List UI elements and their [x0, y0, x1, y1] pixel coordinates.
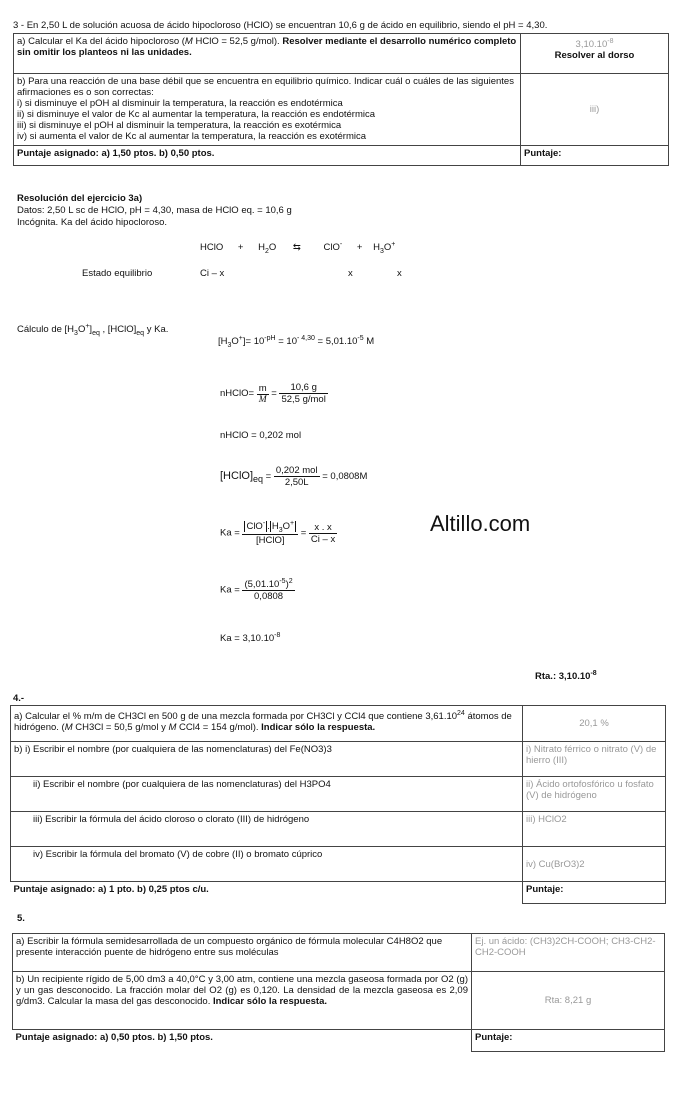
- calc-part: 3: [74, 330, 78, 338]
- eq-conc: $[HClO]_{eq}$ = $\frac{\text{0,202 mol}}{2,50L}$ = 0,0808M: [220, 465, 368, 488]
- q3-a-cell: [14, 34, 521, 74]
- calc-part: eq: [136, 330, 145, 338]
- q4-row-answer: ii) Ácido ortofosfórico u fosfato (V) de hidrógeno: [523, 777, 666, 812]
- eq-part: Ka =: [220, 584, 240, 596]
- eq-part: +: [238, 335, 243, 342]
- reaction-sup: -: [339, 241, 343, 248]
- reaction-term: HClO: [200, 242, 224, 254]
- bracket: [244, 521, 267, 532]
- fraction-num: [242, 578, 294, 591]
- reaction-equation: [200, 241, 395, 255]
- q4-a-text4: CCl4 = 154 g/mol).: [176, 722, 262, 734]
- q3-a-text2: HClO = 52,5 g/mol).: [192, 36, 283, 47]
- eq-part: -5: [279, 578, 286, 585]
- eq-part: -5: [357, 335, 364, 342]
- fraction-den: Ci – x: [310, 533, 336, 545]
- resolution-datos: Datos: 2,50 L sc de HClO, pH = 4,30, masa de HClO eq. = 10,6 g: [17, 205, 292, 216]
- fraction: [242, 520, 298, 546]
- eq-part: ]= 10: [242, 336, 265, 348]
- q4-row-question: b) i) Escribir el nombre (por cualquiera de las nomenclaturas) del Fe(NO3)3: [11, 742, 523, 777]
- state-value: Ci – x: [200, 268, 225, 279]
- q4-a-text2: átomos de hidrógeno. (: [14, 711, 512, 734]
- q3-a-answer-note: Resolver al dorso: [554, 50, 635, 62]
- q5-b-text: b) Un recipiente rígido de 5,00 dm3 a 40,0°C y 3,00 atm, contiene una mezcla gaseosa formada por O2 (g) y un gas desconocido. La fracción molar del O2 (g) es 0,120. La densidad de la mezcla gaseosa es 2,09 g/dm3. Calcular la masa del gas desconocido.: [16, 974, 468, 1007]
- eq-part: ): [285, 579, 289, 591]
- fraction-den: 0,0808: [254, 591, 284, 603]
- fraction-den: M: [258, 394, 267, 405]
- eq-part: 3: [278, 527, 283, 535]
- bracket: [270, 520, 296, 535]
- eq-part: -: [262, 520, 266, 527]
- q5-b-answer: Rta: 8,21 g: [472, 972, 665, 1030]
- reaction-term: [258, 242, 277, 256]
- eq-ka-values: [220, 578, 295, 602]
- eq-h3o: [218, 335, 374, 349]
- equilibrium-arrow-icon: ⇆: [292, 242, 301, 254]
- eq-part: 3: [227, 342, 232, 350]
- reaction-sub: 3: [379, 248, 384, 256]
- reaction-sup: +: [391, 241, 396, 248]
- state-label: Estado equilibrio: [82, 268, 153, 279]
- q4-points: Puntaje asignado: a) 1 pto. b) 0,25 ptos c/u.: [11, 882, 523, 904]
- eq-part: nHClO=: [220, 388, 255, 400]
- eq-ka-result: [220, 632, 280, 644]
- eq-part: Ka =: [220, 527, 240, 539]
- q3-a-bold: Resolver mediante el desarrollo numérico completo sin omitir los planteos ni las unidades.: [17, 36, 517, 58]
- q3-table: [13, 33, 669, 166]
- eq-nhclo: [220, 382, 328, 405]
- q4-table: [10, 705, 666, 904]
- fraction: [309, 522, 337, 545]
- state-value: x: [348, 268, 353, 279]
- reaction-sub: 2: [264, 248, 269, 256]
- eq-part: eq: [253, 473, 264, 484]
- q3-a-M: M: [184, 36, 193, 47]
- eq-part: [H: [218, 336, 228, 348]
- eq-nhclo-result: nHClO = 0,202 mol: [220, 430, 302, 441]
- eq-part: .: [267, 521, 270, 533]
- q5-table: [12, 933, 665, 1052]
- q4-a-text3: CH3Cl = 50,5 g/mol y: [72, 722, 169, 734]
- q4-a-M: M: [168, 722, 177, 734]
- fraction-num: m: [258, 382, 267, 394]
- q3-b-line: iii) si disminuye el pOH al disminuir la temperatura, la reacción es exotérmica: [17, 120, 342, 131]
- fraction: [274, 465, 320, 488]
- fraction-num: [242, 520, 298, 535]
- eq-part: M: [363, 336, 375, 348]
- q3-a-answer-exp: -8: [607, 38, 614, 45]
- eq-part: ClO: [246, 521, 263, 533]
- q3-a-text: a) Calcular el Ka del ácido hipocloroso (: [17, 36, 185, 47]
- q3-b-answer: iii): [521, 74, 669, 146]
- q4-a-bold: Indicar sólo la respuesta.: [261, 722, 376, 734]
- q3-score-label: Puntaje:: [521, 146, 669, 166]
- eq-part: [HClO]: [220, 470, 253, 483]
- resolution-title: Resolución del ejercicio 3a): [17, 193, 143, 204]
- eq-part: O: [282, 521, 290, 533]
- fraction-den: 52,5 g/mol: [281, 394, 326, 405]
- q3-a-answer-cell: [521, 34, 669, 74]
- q4-number: 4.-: [13, 693, 25, 704]
- reaction-o: O: [268, 242, 277, 254]
- q3-header: 3 - En 2,50 L de solución acuosa de ácido hipocloroso (HClO) se encuentran 10,6 g de ácido en equilibrio, siendo el pH = 4,30.: [13, 20, 548, 31]
- fraction: [279, 382, 327, 405]
- reaction-term: [324, 242, 343, 253]
- reaction-plus: +: [356, 242, 363, 254]
- eq-part: -8: [590, 670, 597, 677]
- reaction-plus: +: [237, 242, 244, 254]
- resolution-incognita: Incógnita. Ka del ácido hipocloroso.: [17, 217, 167, 228]
- q4-a-exp: 24: [457, 710, 465, 717]
- state-value: x: [397, 268, 402, 279]
- q3-b-line: b) Para una reacción de una base débil que se encuentra en equilibrio químico. Indicar cuál o cuáles de las siguientes afirmaciones es o son correctas:: [17, 76, 514, 98]
- fraction: [242, 578, 294, 602]
- q4-row-answer: i) Nitrato férrico o nitrato (V) de hierro (III): [523, 742, 666, 777]
- fraction: [257, 383, 269, 405]
- q4-a-M: M: [64, 722, 73, 734]
- q4-row-question: iii) Escribir la fórmula del ácido cloroso o clorato (III) de hidrógeno: [11, 812, 523, 847]
- calc-part: ]: [89, 324, 93, 336]
- q5-b-bold: Indicar sólo la respuesta.: [212, 996, 328, 1007]
- q4-row-question: iv) Escribir la fórmula del bromato (V) de cobre (II) o bromato cúprico: [11, 847, 523, 882]
- fraction-num: 0,202 mol: [275, 465, 318, 476]
- calc-part: eq: [92, 330, 100, 338]
- rta-answer: [535, 670, 597, 682]
- reaction-o: O: [383, 242, 392, 254]
- q5-score-label: Puntaje:: [472, 1030, 665, 1052]
- q3-b-line: i) si disminuye el pOH al disminuir la temperatura, la reacción es endotérmica: [17, 98, 343, 109]
- reaction-h: H: [258, 242, 265, 254]
- eq-ka-expression: Ka = $\frac{ClO^- . H_3O^+}{\text{[HClO]}}$ = $\frac{x . x}{Ci - x}$: [220, 520, 336, 547]
- q5-number: 5.: [17, 913, 25, 924]
- q4-row-question: ii) Escribir el nombre (por cualquiera de las nomenclaturas) del H3PO4: [11, 777, 523, 812]
- calc-part: , [HClO]: [99, 324, 137, 336]
- q4-a-text: a) Calcular el % m/m de CH3Cl en 500 g de una mezcla formada por CH3Cl y CCl4 que contiene 3,61.10: [14, 711, 458, 723]
- eq-part: -8: [274, 632, 281, 639]
- q3-b-cell: [14, 74, 521, 146]
- fraction-den: 2,50L: [284, 477, 309, 488]
- eq-part: H: [271, 521, 279, 533]
- calc-part: y Ka.: [144, 324, 169, 336]
- eq-part: Rta.: 3,10.10: [535, 671, 591, 683]
- reaction-term: [373, 241, 396, 256]
- fraction-num: x . x: [309, 522, 337, 534]
- fraction-den: [HClO]: [256, 535, 285, 547]
- q5-a-answer: Ej. un ácido: (CH3)2CH-COOH; CH3-CH2-CH2-COOH: [472, 934, 665, 972]
- eq-part: O: [231, 336, 239, 348]
- eq-part: -pH: [264, 335, 276, 342]
- fraction-num: 10,6 g: [279, 382, 327, 394]
- eq-part: =: [271, 388, 277, 400]
- q5-b-cell: [13, 972, 472, 1030]
- q3-b-line: iv) si aumenta el valor de Kc al aumentar la temperatura, la reacción es exotérmica: [17, 131, 367, 142]
- calc-part: +: [85, 323, 90, 330]
- q3-b-line: ii) si disminuye el valor de Kc al aumentar la temperatura, la reacción es endotérmica: [17, 109, 375, 120]
- eq-part: Ka = 3,10.10: [220, 633, 275, 645]
- eq-part: 2: [288, 578, 293, 585]
- q4-score-label: Puntaje:: [523, 882, 666, 904]
- q4-row-answer: iv) Cu(BrO3)2: [523, 847, 666, 882]
- q3-points: Puntaje asignado: a) 1,50 ptos. b) 0,50 ptos.: [14, 146, 521, 166]
- reaction-clo: ClO: [323, 242, 340, 254]
- q4-a-cell: [11, 706, 523, 742]
- eq-part: - 4,30: [296, 335, 315, 342]
- reaction-h: H: [373, 242, 380, 254]
- calc-label: [17, 323, 168, 337]
- calc-part: O: [77, 324, 86, 336]
- q5-a-cell: a) Escribir la fórmula semidesarrollada de un compuesto orgánico de fórmula molecular C4H8O2 que presente interacción puente de hidrógeno entre sus moléculas: [13, 934, 472, 972]
- eq-part: = 5,01.10: [314, 336, 358, 348]
- eq-part: = 10: [275, 336, 297, 348]
- calc-part: Cálculo de [H: [17, 324, 75, 336]
- eq-part: = 0,0808M: [322, 471, 368, 483]
- q4-row-answer: iii) HClO2: [523, 812, 666, 847]
- watermark: Altillo.com: [430, 511, 531, 536]
- q3-a-answer: 3,10.10: [575, 39, 608, 51]
- eq-part: (5,01.10: [244, 579, 280, 591]
- q5-points: Puntaje asignado: a) 0,50 ptos. b) 1,50 ptos.: [13, 1030, 472, 1052]
- q4-a-answer: 20,1 %: [523, 706, 666, 742]
- eq-part: +: [289, 520, 295, 527]
